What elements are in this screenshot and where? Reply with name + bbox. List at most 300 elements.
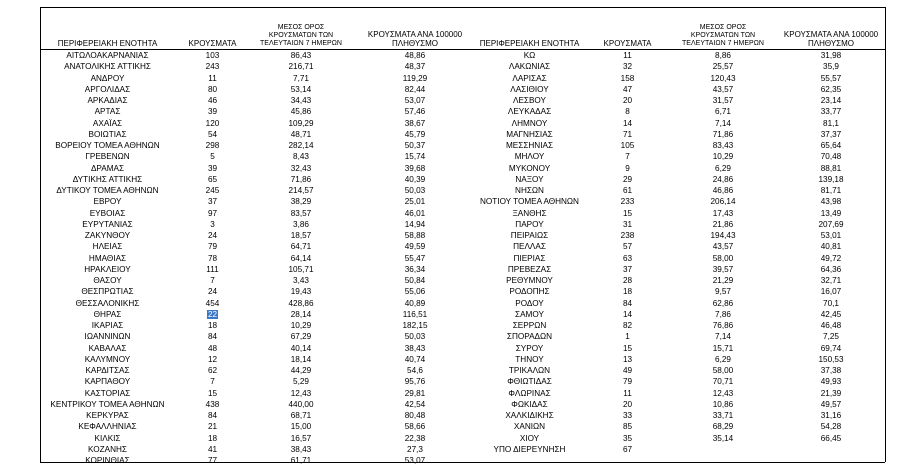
cell-cases[interactable]: 14 (622, 118, 633, 128)
cell-cases[interactable]: 103 (205, 51, 220, 60)
cell-per100k[interactable]: 13,49 (820, 208, 842, 218)
cell-cases[interactable]: 32 (622, 62, 633, 72)
cell-per100k[interactable]: 55,06 (404, 287, 426, 297)
table-row (472, 208, 885, 219)
cell-per100k[interactable]: 64,36 (820, 264, 842, 274)
cell-avg7[interactable]: 7,71 (293, 73, 309, 83)
cell-per100k[interactable]: 46,48 (820, 321, 842, 330)
cell-region[interactable]: ΗΡΑΚΛΕΙΟΥ (84, 264, 131, 274)
cell-region[interactable]: ΕΒΡΟΥ (93, 197, 122, 207)
cell-cases[interactable]: 11 (623, 388, 632, 398)
cell-cases[interactable]: 15 (622, 343, 633, 353)
cell-region[interactable]: ΙΩΑΝΝΙΝΩΝ (84, 332, 131, 342)
cell-cases[interactable]: 20 (622, 399, 633, 409)
cell-avg7[interactable]: 6,29 (715, 163, 731, 173)
cell-avg7[interactable]: 6,29 (715, 354, 731, 364)
cell-cases[interactable]: 9 (625, 163, 630, 173)
cell-region[interactable]: ΛΑΡΙΣΑΣ (512, 73, 547, 83)
cell-avg7[interactable]: 48,71 (290, 129, 312, 139)
table-row (472, 50, 885, 61)
cell-region[interactable]: ΕΥΒΟΙΑΣ (89, 208, 126, 218)
cell-avg7[interactable]: 33,71 (712, 411, 734, 420)
cell-region[interactable]: ΗΜΑΘΙΑΣ (88, 253, 127, 263)
cell-region[interactable]: ΑΡΚΑΔΙΑΣ (87, 96, 128, 105)
cell-cases[interactable]: 20 (622, 96, 633, 105)
cell-avg7[interactable]: 46,86 (712, 186, 734, 195)
cell-cases[interactable]: 80 (207, 84, 218, 94)
cell-cases[interactable]: 85 (622, 422, 633, 432)
cell-cases[interactable]: 39 (207, 107, 218, 117)
cell-avg7[interactable]: 70,71 (712, 377, 734, 387)
cell-per100k[interactable]: 50,03 (404, 332, 426, 342)
cell-cases[interactable]: 62 (207, 366, 218, 375)
cell-per100k[interactable]: 53,07 (404, 96, 426, 105)
cell-region[interactable]: ΑΡΓΟΛΙΔΑΣ (84, 84, 131, 94)
cell-avg7[interactable]: 38,43 (290, 444, 312, 454)
cell-per100k[interactable]: 53,01 (820, 231, 842, 240)
cell-per100k[interactable]: 58,66 (404, 422, 426, 432)
table-row (472, 331, 885, 342)
cell-region[interactable]: ΝΟΤΙΟΥ ΤΟΜΕΑ ΑΘΗΝΩΝ (480, 197, 579, 207)
cell-avg7[interactable]: 194,43 (710, 231, 736, 240)
table-row (40, 61, 472, 72)
cell-avg7[interactable]: 45,86 (290, 107, 312, 117)
cell-avg7[interactable]: 62,86 (712, 298, 734, 308)
cell-per100k[interactable]: 38,67 (404, 118, 426, 128)
cell-cases[interactable]: 21 (207, 422, 218, 432)
cell-avg7[interactable]: 25,57 (712, 62, 734, 72)
cell-per100k[interactable]: 25,01 (404, 197, 426, 207)
cell-cases[interactable]: 57 (622, 242, 633, 252)
cell-avg7[interactable]: 83,57 (290, 208, 312, 218)
cell-cases[interactable]: 18 (207, 433, 218, 443)
cell-cases[interactable]: 63 (622, 253, 633, 263)
cell-avg7[interactable]: 206,14 (710, 197, 736, 207)
cell-per100k[interactable]: 37,38 (820, 366, 842, 375)
cell-per100k[interactable]: 150,53 (818, 354, 844, 364)
cell-region[interactable]: ΦΛΩΡΙΝΑΣ (508, 388, 551, 398)
cell-cases[interactable]: 97 (207, 208, 218, 218)
cell-per100k[interactable]: 81,1 (823, 118, 839, 128)
cell-region[interactable]: ΦΩΚΙΔΑΣ (511, 399, 548, 409)
cell-region[interactable]: ΛΑΚΩΝΙΑΣ (508, 62, 551, 72)
cell-avg7[interactable]: 18,57 (290, 231, 312, 240)
cell-cases[interactable]: 243 (205, 62, 220, 72)
cell-region[interactable]: ΙΚΑΡΙΑΣ (91, 321, 124, 330)
cell-region[interactable]: ΠΙΕΡΙΑΣ (513, 253, 546, 263)
cell-per100k[interactable]: 32,71 (820, 276, 842, 285)
cell-per100k[interactable]: 49,59 (404, 242, 426, 252)
cell-per100k[interactable]: 40,39 (404, 174, 426, 184)
cell-region[interactable]: ΚΕΝΤΡΙΚΟΥ ΤΟΜΕΑ ΑΘΗΝΩΝ (50, 399, 165, 409)
cell-avg7[interactable]: 64,71 (290, 242, 312, 252)
cell-per100k[interactable]: 48,86 (404, 51, 426, 60)
cell-cases[interactable]: 1 (625, 332, 630, 342)
cell-avg7[interactable]: 86,43 (290, 51, 312, 60)
cell-region[interactable]: ΧΑΛΚΙΔΙΚΗΣ (505, 411, 554, 420)
cell-avg7[interactable]: 15,00 (290, 422, 312, 432)
table-row (40, 129, 472, 140)
cell-region[interactable]: ΓΡΕΒΕΝΩΝ (85, 152, 130, 162)
cell-avg7[interactable]: 12,43 (712, 388, 734, 398)
cell-cases[interactable]: 7 (210, 377, 215, 387)
cell-cases[interactable]: 71 (622, 129, 633, 139)
cell-per100k[interactable]: 119,29 (402, 73, 428, 83)
cell-avg7[interactable]: 53,14 (290, 84, 312, 94)
cell-region[interactable]: ΗΛΕΙΑΣ (92, 242, 123, 252)
cell-region[interactable]: ΔΥΤΙΚΗΣ ΑΤΤΙΚΗΣ (72, 174, 143, 184)
cell-per100k[interactable]: 27,3 (407, 444, 423, 454)
cell-cases[interactable]: 454 (205, 298, 220, 308)
cell-per100k[interactable]: 88,81 (820, 163, 842, 173)
cell-per100k[interactable]: 46,01 (404, 208, 426, 218)
cell-per100k[interactable]: 43,98 (820, 197, 842, 207)
cell-cases[interactable]: 37 (622, 264, 633, 274)
cell-avg7[interactable]: 68,29 (712, 422, 734, 432)
cell-avg7[interactable]: 71,86 (712, 129, 734, 139)
cell-cases[interactable]: 3 (210, 219, 215, 229)
cell-region[interactable]: ΖΑΚΥΝΘΟΥ (84, 231, 131, 240)
cell-avg7[interactable]: 216,71 (288, 62, 314, 72)
cell-per100k[interactable]: 48,37 (404, 62, 426, 72)
cell-per100k[interactable]: 42,54 (404, 399, 426, 409)
cell-region[interactable]: ΝΑΞΟΥ (515, 174, 544, 184)
cell-region[interactable]: ΚΑΣΤΟΡΙΑΣ (84, 388, 131, 398)
cell-region[interactable]: ΘΗΡΑΣ (93, 309, 122, 319)
cell-avg7[interactable]: 9,57 (715, 287, 731, 297)
cell-cases[interactable]: 37 (207, 197, 218, 207)
cell-avg7[interactable]: 24,86 (712, 174, 734, 184)
cell-region[interactable]: ΠΕΙΡΑΙΩΣ (510, 231, 549, 240)
cell-per100k[interactable]: 21,39 (820, 388, 842, 398)
cell-avg7[interactable]: 10,29 (290, 321, 312, 330)
cell-region[interactable]: ΔΥΤΙΚΟΥ ΤΟΜΕΑ ΑΘΗΝΩΝ (56, 186, 159, 195)
cell-region[interactable]: ΦΘΙΩΤΙΔΑΣ (507, 377, 552, 387)
cell-avg7[interactable]: 6,71 (715, 107, 731, 117)
cell-region[interactable]: ΑΙΤΩΛΟΑΚΑΡΝΑΝΙΑΣ (66, 51, 149, 60)
cell-per100k[interactable]: 29,81 (404, 388, 426, 398)
cell-region[interactable]: ΜΗΛΟΥ (514, 152, 545, 162)
cell-per100k[interactable]: 45,79 (404, 129, 426, 139)
cell-region[interactable]: ΔΡΑΜΑΣ (90, 163, 125, 173)
cell-region[interactable]: ΜΕΣΣΗΝΙΑΣ (505, 141, 554, 150)
cell-region[interactable]: ΑΡΤΑΣ (94, 107, 121, 117)
cell-per100k[interactable]: 54,28 (820, 422, 842, 432)
cell-avg7[interactable]: 76,86 (712, 321, 734, 330)
cell-avg7[interactable]: 31,57 (712, 96, 734, 105)
cell-cases[interactable]: 7 (210, 276, 215, 285)
cell-cases[interactable]: 298 (205, 141, 220, 150)
cell-cases[interactable]: 46 (207, 96, 218, 105)
cell-avg7[interactable]: 21,86 (712, 219, 734, 229)
cell-cases[interactable]: 13 (622, 354, 633, 364)
cell-per100k[interactable]: 207,69 (818, 219, 844, 229)
cell-region[interactable]: ΡΕΘΥΜΝΟΥ (506, 276, 553, 285)
cell-avg7[interactable]: 40,14 (290, 343, 312, 353)
cell-avg7[interactable]: 17,43 (712, 208, 734, 218)
cell-per100k[interactable]: 80,48 (404, 411, 426, 420)
cell-region[interactable]: ΘΕΣΣΑΛΟΝΙΚΗΣ (75, 298, 140, 308)
cell-region[interactable]: ΡΟΔΟΥ (515, 298, 544, 308)
cell-per100k[interactable]: 54,6 (407, 366, 423, 375)
cell-cases[interactable] (185, 309, 240, 320)
cell-avg7[interactable]: 5,29 (293, 377, 309, 387)
cell-cases[interactable]: 105 (620, 141, 635, 150)
cell-avg7[interactable]: 105,71 (288, 264, 314, 274)
cell-region[interactable]: ΡΟΔΟΠΗΣ (509, 287, 550, 297)
cell-per100k[interactable]: 95,76 (404, 377, 426, 387)
cell-region[interactable]: ΒΟΙΩΤΙΑΣ (88, 129, 127, 139)
cell-region[interactable]: ΚΑΡΠΑΘΟΥ (84, 377, 131, 387)
cell-cases[interactable]: 65 (207, 174, 218, 184)
cell-region[interactable]: ΧΑΝΙΩΝ (513, 422, 546, 432)
cell-cases[interactable]: 35 (622, 433, 633, 443)
cell-region[interactable]: ΣΥΡΟΥ (515, 343, 544, 353)
cell-cases[interactable]: 84 (207, 332, 218, 342)
cell-region[interactable]: ΠΡΕΒΕΖΑΣ (507, 264, 552, 274)
cell-per100k[interactable]: 14,94 (404, 219, 426, 229)
cell-region[interactable]: ΧΙΟΥ (519, 433, 540, 443)
cell-per100k[interactable]: 81,71 (820, 186, 842, 195)
cell-per100k[interactable]: 40,81 (820, 242, 842, 252)
cell-cases[interactable]: 29 (622, 174, 633, 184)
cell-per100k[interactable]: 33,77 (820, 107, 842, 117)
cell-per100k[interactable]: 70,1 (823, 298, 839, 308)
cell-cases[interactable]: 238 (620, 231, 635, 240)
cell-avg7[interactable]: 32,43 (290, 163, 312, 173)
table-row (472, 410, 885, 421)
cell-avg7[interactable]: 35,14 (712, 433, 734, 443)
cell-region[interactable]: ΛΗΜΝΟΥ (511, 118, 548, 128)
cell-per100k[interactable]: 38,43 (404, 343, 426, 353)
cell-avg7[interactable]: 8,43 (293, 152, 309, 162)
cell-avg7[interactable]: 10,86 (712, 399, 734, 409)
cell-avg7[interactable]: 428,86 (288, 298, 314, 308)
cell-avg7[interactable]: 67,29 (290, 332, 312, 342)
cell-region[interactable]: ΛΕΣΒΟΥ (512, 96, 547, 105)
cell-cases[interactable]: 41 (207, 444, 218, 454)
cell-per100k[interactable]: 37,37 (820, 129, 842, 139)
cell-per100k[interactable]: 36,34 (404, 264, 426, 274)
cell-avg7[interactable]: 61,71 (290, 456, 312, 465)
cell-avg7[interactable]: 38,29 (290, 197, 312, 207)
cell-avg7[interactable]: 64,14 (290, 253, 312, 263)
cell-cases[interactable]: 24 (207, 287, 218, 297)
cell-per100k[interactable]: 69,74 (820, 343, 842, 353)
cell-per100k[interactable]: 66,45 (820, 433, 842, 443)
cell-cases[interactable]: 24 (207, 231, 218, 240)
cell-cases[interactable]: 79 (207, 242, 218, 252)
selected-cell-highlight[interactable]: 22 (207, 309, 218, 319)
cell-region[interactable]: ΣΠΟΡΑΔΩΝ (506, 332, 553, 342)
cell-region[interactable]: ΒΟΡΕΙΟΥ ΤΟΜΕΑ ΑΘΗΝΩΝ (55, 141, 160, 150)
cell-region[interactable]: ΣΕΡΡΩΝ (512, 321, 547, 330)
cell-region[interactable]: ΘΑΣΟΥ (93, 276, 122, 285)
cell-avg7[interactable]: 68,71 (290, 411, 312, 420)
cell-cases[interactable]: 48 (207, 343, 218, 353)
cell-region[interactable]: ΚΕΡΚΥΡΑΣ (86, 411, 129, 420)
cell-avg7[interactable]: 18,14 (290, 354, 312, 364)
cell-cases[interactable]: 28 (622, 276, 633, 285)
cell-per100k[interactable]: 49,93 (820, 377, 842, 387)
cell-cases[interactable]: 11 (208, 73, 217, 83)
cell-per100k[interactable]: 57,46 (404, 107, 426, 117)
cell-cases[interactable]: 49 (622, 366, 633, 375)
cell-per100k[interactable]: 40,74 (404, 354, 426, 364)
cell-region[interactable]: ΚΩ (523, 51, 536, 60)
cell-avg7[interactable]: 8,86 (715, 51, 731, 60)
cell-cases[interactable]: 233 (620, 197, 635, 207)
cell-avg7[interactable]: 83,43 (712, 141, 734, 150)
cell-per100k[interactable]: 49,57 (820, 399, 842, 409)
cell-per100k[interactable]: 40,89 (404, 298, 426, 308)
cell-cases[interactable]: 39 (207, 163, 218, 173)
cell-cases[interactable]: 15 (622, 208, 633, 218)
cell-per100k[interactable]: 70,48 (820, 152, 842, 162)
cell-cases[interactable]: 54 (207, 129, 218, 139)
cell-cases[interactable]: 61 (622, 186, 633, 195)
cell-cases[interactable]: 245 (205, 186, 220, 195)
cell-region[interactable]: ΚΑΡΔΙΤΣΑΣ (85, 366, 130, 375)
cell-cases[interactable]: 120 (205, 118, 220, 128)
cell-region[interactable]: ΜΥΚΟΝΟΥ (508, 163, 551, 173)
cell-per100k[interactable]: 62,35 (820, 84, 842, 94)
cell-region[interactable]: ΤΗΝΟΥ (515, 354, 544, 364)
cell-cases[interactable]: 14 (622, 309, 633, 319)
cell-per100k[interactable]: 15,74 (404, 152, 426, 162)
cell-region[interactable]: ΕΥΡΥΤΑΝΙΑΣ (82, 219, 133, 229)
cell-per100k[interactable]: 82,44 (404, 84, 426, 94)
cell-avg7[interactable]: 44,29 (290, 366, 312, 375)
cell-avg7[interactable]: 71,86 (290, 174, 312, 184)
cell-avg7[interactable]: 7,86 (715, 309, 731, 319)
cell-avg7[interactable]: 43,57 (712, 84, 734, 94)
cell-cases[interactable]: 31 (622, 219, 633, 229)
cell-region[interactable]: ΚΙΛΚΙΣ (94, 433, 121, 443)
cell-avg7[interactable]: 3,43 (293, 276, 309, 285)
cell-per100k[interactable]: 16,07 (820, 287, 842, 297)
table-row (40, 118, 472, 129)
cell-cases[interactable]: 78 (207, 253, 218, 263)
cell-cases[interactable]: 12 (207, 354, 218, 364)
cell-per100k[interactable]: 50,84 (404, 276, 426, 285)
cell-cases[interactable]: 158 (620, 73, 635, 83)
cell-per100k[interactable]: 42,45 (820, 309, 842, 319)
cell-avg7[interactable]: 28,14 (290, 309, 312, 319)
cell-region[interactable]: ΑΝΑΤΟΛΙΚΗΣ ΑΤΤΙΚΗΣ (64, 62, 151, 72)
cell-per100k[interactable]: 49,72 (820, 253, 842, 263)
cell-region[interactable]: ΝΗΣΩΝ (515, 186, 544, 195)
cell-avg7[interactable]: 12,43 (290, 388, 312, 398)
cell-region[interactable]: ΚΑΛΥΜΝΟΥ (84, 354, 131, 364)
cell-per100k[interactable]: 116,51 (402, 309, 428, 319)
cell-cases[interactable]: 111 (206, 264, 219, 274)
cell-avg7[interactable]: 7,14 (715, 118, 731, 128)
cell-per100k[interactable]: 35,9 (823, 62, 839, 72)
cell-avg7[interactable]: 7,14 (715, 332, 731, 342)
cell-per100k[interactable]: 39,68 (404, 163, 426, 173)
cell-region[interactable]: ΞΑΝΘΗΣ (512, 208, 547, 218)
cell-region[interactable]: ΠΑΡΟΥ (515, 219, 544, 229)
cell-per100k[interactable]: 182,15 (402, 321, 428, 330)
cell-cases[interactable]: 18 (207, 321, 218, 330)
cell-per100k[interactable]: 58,88 (404, 231, 426, 240)
cell-avg7[interactable]: 19,43 (290, 287, 312, 297)
table-row (40, 264, 472, 275)
cell-avg7[interactable]: 21,29 (712, 276, 734, 285)
cell-region[interactable]: ΜΑΓΝΗΣΙΑΣ (506, 129, 553, 139)
cell-cases[interactable]: 8 (625, 107, 630, 117)
cell-cases[interactable]: 67 (622, 444, 633, 454)
cell-avg7[interactable]: 43,57 (712, 242, 734, 252)
cell-region[interactable]: ΠΕΛΛΑΣ (513, 242, 546, 252)
cell-region[interactable]: ΚΟΖΑΝΗΣ (88, 444, 127, 454)
cell-cases[interactable]: 438 (205, 399, 220, 409)
cell-cases[interactable]: 77 (207, 456, 218, 465)
cell-avg7[interactable]: 58,00 (712, 366, 734, 375)
cell-cases[interactable]: 7 (625, 152, 630, 162)
cell-per100k[interactable]: 50,37 (404, 141, 426, 150)
cell-per100k[interactable]: 53,07 (404, 456, 426, 465)
cell-cases[interactable]: 79 (622, 377, 633, 387)
cell-cases[interactable]: 18 (622, 287, 633, 297)
cell-region[interactable]: ΘΕΣΠΡΩΤΙΑΣ (81, 287, 134, 297)
cell-avg7[interactable]: 16,57 (290, 433, 312, 443)
cell-avg7[interactable]: 39,57 (712, 264, 734, 274)
cell-cases[interactable]: 5 (210, 152, 215, 162)
cell-region[interactable]: ΚΟΡΙΝΘΙΑΣ (85, 456, 130, 465)
cell-avg7[interactable]: 109,29 (288, 118, 314, 128)
cell-per100k[interactable]: 31,98 (820, 51, 842, 60)
cell-region[interactable]: ΚΑΒΑΛΑΣ (88, 343, 127, 353)
cell-avg7[interactable]: 10,29 (712, 152, 734, 162)
cell-cases[interactable]: 84 (622, 298, 633, 308)
cell-cases[interactable]: 82 (622, 321, 633, 330)
cell-region[interactable]: ΚΕΦΑΛΛΗΝΙΑΣ (78, 422, 137, 432)
cell-avg7[interactable]: 440,00 (288, 399, 314, 409)
cell-per100k[interactable]: 22,38 (404, 433, 426, 443)
cell-region[interactable]: ΣΑΜΟΥ (515, 309, 544, 319)
cell-per100k[interactable]: 65,64 (820, 141, 842, 150)
cell-avg7[interactable]: 120,43 (710, 73, 736, 83)
cell-region[interactable]: ΑΧΑΪΑΣ (92, 118, 123, 128)
cell-cases[interactable]: 11 (623, 51, 632, 60)
cell-cases[interactable]: 47 (622, 84, 633, 94)
cell-region[interactable]: ΥΠΟ ΔΙΕΡΕΥΝΗΣΗ (493, 444, 566, 454)
cell-avg7[interactable]: 15,71 (712, 343, 734, 353)
cell-cases[interactable]: 84 (207, 411, 218, 420)
cell-per100k[interactable]: 139,18 (818, 174, 844, 184)
cell-per100k[interactable]: 31,16 (820, 411, 842, 420)
cell-avg7[interactable]: 282,14 (288, 141, 314, 150)
cell-avg7[interactable]: 3,86 (293, 219, 309, 229)
cell-per100k[interactable]: 55,57 (820, 73, 842, 83)
cell-region[interactable]: ΑΝΔΡΟΥ (90, 73, 125, 83)
cell-region[interactable]: ΤΡΙΚΑΛΩΝ (508, 366, 551, 375)
cell-per100k[interactable]: 55,47 (404, 253, 426, 263)
cell-avg7[interactable]: 214,57 (288, 186, 314, 195)
cell-per100k[interactable]: 23,14 (820, 96, 842, 105)
cell-avg7[interactable]: 58,00 (712, 253, 734, 263)
cell-region[interactable]: ΛΑΣΙΘΙΟΥ (510, 84, 549, 94)
cell-per100k[interactable]: 50,03 (404, 186, 426, 195)
cell-per100k[interactable]: 7,25 (823, 332, 839, 342)
cell-cases[interactable]: 15 (207, 388, 218, 398)
cell-cases[interactable]: 33 (622, 411, 633, 420)
cell-avg7[interactable]: 34,43 (290, 96, 312, 105)
table-row (40, 298, 472, 309)
cell-region[interactable]: ΛΕΥΚΑΔΑΣ (507, 107, 552, 117)
